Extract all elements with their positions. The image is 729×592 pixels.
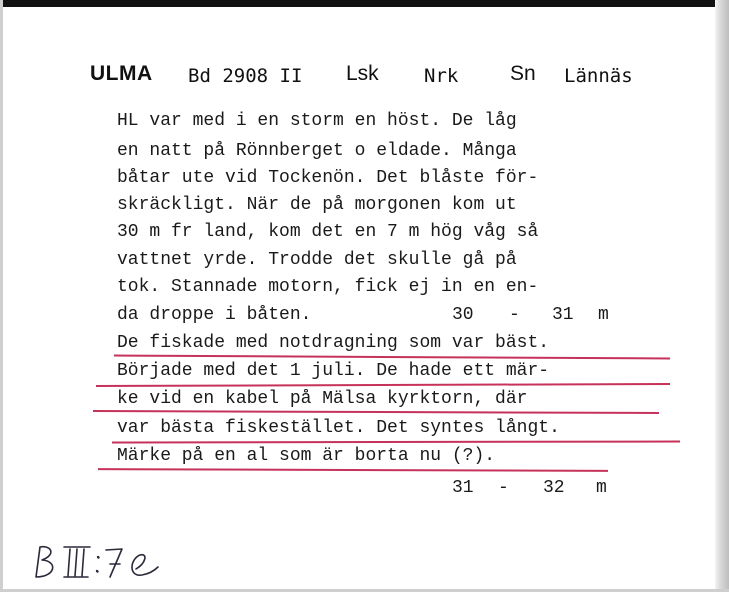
- red-underline: [112, 441, 680, 444]
- red-underline: [96, 383, 670, 387]
- text-line: vattnet yrde. Trodde det skulle gå på: [117, 250, 517, 270]
- header-sn: Sn: [510, 62, 536, 85]
- red-underline: [98, 468, 608, 472]
- card-top-edge: [0, 0, 729, 7]
- text-line: båtar ute vid Tockenön. Det blåste för-: [117, 168, 539, 188]
- header-parish: Lännäs: [564, 65, 633, 87]
- text-line: Märke på en al som är borta nu (?).: [117, 446, 496, 466]
- text-line: var bästa fiskestället. Det syntes långt.: [117, 418, 560, 438]
- card-left-edge: [0, 0, 3, 592]
- text-line: ke vid en kabel på Mälsa kyrktorn, där: [117, 389, 528, 409]
- page-ref-dash: -: [498, 478, 509, 498]
- red-underline: [93, 410, 659, 414]
- text-line: De fiskade med notdragning som var bäst.: [117, 333, 550, 353]
- handwritten-reference: [30, 535, 170, 585]
- header-name: ULMA: [90, 62, 153, 85]
- text-line: en natt på Rönnberget o eldade. Många: [117, 141, 517, 161]
- text-line: HL var med i en storm en höst. De låg: [117, 111, 517, 131]
- text-line: Började med det 1 juli. De hade ett mär-: [117, 361, 550, 381]
- text-line: tok. Stannade motorn, fick ej in en en-: [117, 277, 539, 297]
- text-line: skräckligt. När de på morgonen kom ut: [117, 195, 517, 215]
- page-ref-dash: -: [509, 305, 520, 325]
- page-ref-from: 31: [452, 478, 474, 498]
- text-line: 30 m fr land, kom det en 7 m hög våg så: [117, 222, 539, 242]
- page-ref-unit: m: [598, 305, 609, 325]
- page-ref-from: 30: [452, 305, 474, 325]
- text-line: da droppe i båten.: [117, 305, 312, 325]
- card-right-edge: [715, 0, 729, 592]
- header-nrk: Nrk: [424, 65, 459, 87]
- page-ref-to: 31: [552, 305, 574, 325]
- red-underline: [114, 355, 670, 360]
- header-lsk: Lsk: [346, 62, 379, 85]
- page-ref-unit: m: [596, 478, 607, 498]
- page-ref-to: 32: [543, 478, 565, 498]
- header-bd: Bd 2908 II: [188, 65, 303, 87]
